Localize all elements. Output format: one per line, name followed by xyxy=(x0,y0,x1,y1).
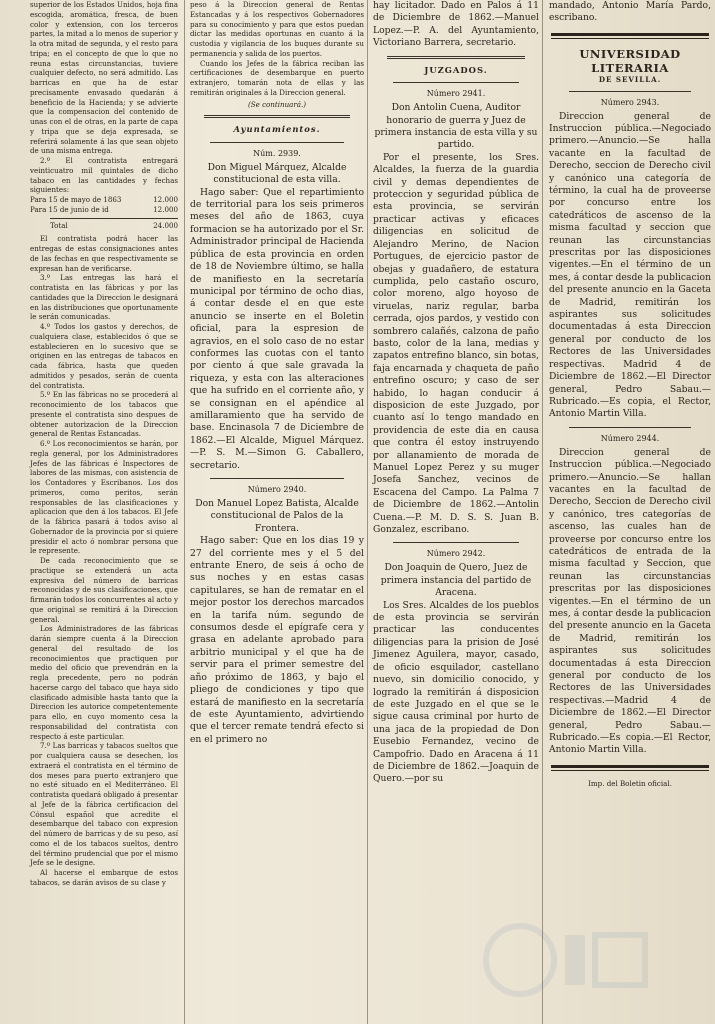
notice-body: Direccion general de Instruccion pública.—Negociado primero.—Anuncio.—Se hallan vacantes en la facultad de Derecho, Seccion de Derecho civil y canónico, tres categorías de ascenso, las cuales han de proveerse por concurso entre los catedráticos de entrada de la misma facultad y Seccion, que reunan las circunstancias prescritas por las disposiciones vigentes.—En el término de un mes, á contar desde la publicacion del presente anuncio en la Gaceta de Madrid, remitirán los aspirantes sus solicitudes documentadas á esta Direccion general por conducto de los Rectores de las Universidades respectivas.—Madrid 4 de Diciembre de 1862.—El Director general, Pedro Sabau.—Rubricado.—Es copia.—El Rector, Antonio Martin Villa. xyxy=(549,446,711,756)
contract-paragraph: superior de los Estados Unidos, hoja fina escogida, aromática, fresca, de buen color y extension, con los terceros partes, la mitad a lo menos de superior y la otra mitad de segunda, y el resto para tripa; en el concepto de que lo que no reuna estas circunstancias, tuviere cualquier defecto, no será admitido. Las barricas en que ha de estar precisamente envasado quedarán á beneficio de la Hacienda; y se advierte que la compensacion del contenido de unas con el de otras, en la parte de capa y tripa que se deja expresada, se referirá solamente á las que sean objeto de una misma entrega. xyxy=(30,0,178,156)
notice-body: Hago saber: Que en los dias 19 y 27 del corriente mes y el 5 del entrante Enero, de seis á ocho de sus noches y en estas casas capitulares, se han de rematar en el mejor postor los derechos marcados en la tarifa núm. segundo de consumos desde el epígrafe cera y grasa en adelante aprobado para arbitrio municipal y el que ha de servir para el primer semestre del año próximo de 1863, y bajo el pliego de condiciones y tipo que estará de manifiesto en la secretaría de este Ayuntamiento, advirtiendo que el tercer remate tendrá efecto si en el primero no xyxy=(190,535,364,745)
notice-body: Por el presente, los Sres. Alcaldes, la fuerza de la guardia civil y demas dependientes de proteccion y seguridad pública de esta provincia, se servirán practicar activas y eficaces diligencias en solicitud de Alejandro Merino, de Nacion Portugues, de ejercicio pastor de obejas y guadañero, de estatura cumplida, pelo castaño oscuro, color moreno, algo hoyoso de viruelas, nariz regular, barba cerrada, ojos pardos, y vestido con sombrero calañés, calzona de paño basto, color de la lana, medias y zapatos entrefino blanco, sin botas, faja encarnada y chaqueta de paño entrefino oscuro; y caso de ser habido, lo hagan conducir á disposicion de este Juzgado, por cuanto así lo tengo mandado en providencia de este dia en causa que contra él estoy instruyendo por allanamiento de morada de Manuel Lopez Perez y su muger Josefa Sanchez, vecinos de Escacena del Campo. La Palma 7 de Diciembre de 1862.—Antolin Cuena.—P. M. D. S. S. Juan B. Gonzalez, escribano. xyxy=(373,151,539,536)
notice-title: Don Antolin Cuena, Auditor honorario de guerra y Juez de primera instancia de esta villa y su partido. xyxy=(374,102,538,151)
delivery-quantity: 12.000 xyxy=(153,195,178,204)
contract-paragraph: El contratista podrá hacer las entregas de estas consignaciones antes de las fechas en que respectivamente se expresan han de verificarse. xyxy=(30,234,178,273)
notice-body: hay licitador. Dado en Palos á 11 de Diciembre de 1862.—Manuel Lopez.—P. A. del Ayuntamiento, Victoriano Barrera, secretario. xyxy=(373,0,539,49)
contract-article-2: 2.º El contratista entregará veinticuatro mil quintales de dicho tabaco en las cantidades y fechas siguientes: xyxy=(30,156,178,195)
contract-paragraph: Los Administradores de las fábricas darán siempre cuenta á la Direccion general del resultado de los reconocimientos que practiquen por medio del oficio que prevendrán en la regla precedente, pero no podrán hacerse cargo del tabaco que haya sido clasificado admisible hasta tanto que la Direccion les autorice competentemente para ello, en cuyo momento cesa la responsabilidad del contratista con respecto á este particular. xyxy=(30,624,178,741)
section-heading-universidad: UNIVERSIDAD LITERARIA xyxy=(579,46,681,75)
column-3 xyxy=(370,0,542,1024)
section-heading-ayuntamientos: Ayuntamientos. xyxy=(233,124,321,135)
delivery-row-2 xyxy=(30,205,178,215)
column-divider xyxy=(542,0,543,1024)
printer-imprint: Imp. del Boletin oficial. xyxy=(588,778,672,788)
delivery-date: Para 15 de junio de id xyxy=(30,204,109,214)
notice-number: Número 2944. xyxy=(600,433,660,443)
contract-paragraph: Al hacerse el embarque de estos tabacos, se darán avisos de su clase y xyxy=(30,868,178,887)
notice-divider xyxy=(569,427,691,428)
notice-number: Núm. 2939. xyxy=(253,148,301,158)
delivery-row-1 xyxy=(30,195,178,205)
section-divider xyxy=(204,115,350,118)
total-value: 24.000 xyxy=(153,220,178,230)
notice-body: mandado, Antonio María Pardo, escribano. xyxy=(549,0,711,24)
notice-title: Don Manuel Lopez Batista, Alcalde constitucional de Palos de la Frontera. xyxy=(195,498,359,534)
section-divider xyxy=(387,56,525,59)
contract-paragraph: peso á la Direccion general de Rentas Estancadas y á los respectivos Gobernadores para su conocimiento y para que estos puedan dictar las medidas oportunas en cuanto á la custodia y vigilancia de los buques durante su permanencia y salida de los puertos. xyxy=(190,0,364,58)
notice-number: Número 2943. xyxy=(600,97,660,107)
total-label: Total xyxy=(50,220,68,230)
contract-article-6: 6.º Los reconocimientos se harán, por regla general, por los Administradores Jefes de las fábricas é Inspectores de labores de las mismas, con asistencia de los Contadores y Escribanos. Los dos primeros, como peritos, serán responsables de las clasificaciones y aplicacion que den á los tabacos. El Jefe de la fábrica pasará á todos aviso al Gobernador de la provincia por si quiere presidir el acto ó nombrar persona que le represente. xyxy=(30,439,178,556)
notice-number: Número 2940. xyxy=(247,485,307,494)
column-4 xyxy=(545,0,715,1024)
section-divider xyxy=(393,82,519,83)
contract-paragraph: De cada reconocimiento que se practique se extenderá un acta expresiva del número de barricas reconocidas y de sus clasificaciones, que firmarán todos los concurrentes al acto y que original se remitirá á la Direccion general. xyxy=(30,556,178,624)
contract-article-4: 4.º Todos los gastos y derechos, de cualquiera clase, establecidos ó que se establecieren en lo sucesivo que se originen en las entregas de tabacos en cada fábrica, hasta que queden admitidos y pesados, serán de cuenta del contratista. xyxy=(30,322,178,390)
notice-number: Número 2942. xyxy=(426,549,486,559)
section-divider xyxy=(210,142,344,143)
notice-title: Don Joaquin de Quero, Juez de primera instancia del partido de Aracena. xyxy=(380,562,532,599)
footer-divider xyxy=(551,765,709,771)
notice-body: Hago saber: Que el repartimiento de territorial para los seis primeros meses del año de 1863, cuya formacion se ha autorizado por el Sr. Administrador principal de Hacienda pública de esta provincia en orden de 18 de Noviembre último, se halla de manifiesto en la secretaría municipal por término de ocho dias, á contar desde el en que este anuncio se inserte en el Boletin oficial, para la espresion de agravios, en el solo caso de no estar conformes las cuotas con el tanto por ciento á que sale gravada la riqueza, y esta con las alteraciones que ha sufrido en el corriente año, y se consignan en el apéndice al amillaramiento que ha servido de base. Encinasola 7 de Diciembre de 1862.—El Alcalde, Miguel Márquez.—P. S. M.—Simon G. Caballero, secretario. xyxy=(190,186,364,471)
section-subheading: DE SEVILLA. xyxy=(598,74,662,84)
section-heading-juzgados: JUZGADOS. xyxy=(424,64,488,75)
notice-divider xyxy=(393,542,519,543)
column-2 xyxy=(187,0,367,1024)
delivery-total xyxy=(50,218,178,231)
section-divider xyxy=(551,33,709,39)
column-1 xyxy=(0,0,184,1024)
contract-paragraph: Cuando los Jefes de la fábrica reciban las certificaciones de desembarque en puerto extranjero, tomarán nota de ellas y las remitirán originales á la Direccion general. xyxy=(190,58,364,97)
delivery-quantity: 12.000 xyxy=(153,204,178,214)
contract-article-5: 5.º En las fábricas no se procederá al reconocimiento de los tabacos que presente el contratista sino despues de obtener autorizacion de la Direccion general de Rentas Estancadas. xyxy=(30,390,178,439)
contract-article-3: 3.º Las entregas las hará el contratista en las fábricas y por las cantidades que la Direccion le designará en las distribuciones que oportunamente le serán comunicadas. xyxy=(30,273,178,322)
column-divider xyxy=(184,0,185,1024)
notice-number: Número 2941. xyxy=(426,89,486,99)
notice-title: Don Miguel Márquez, Alcalde constitucional de esta villa. xyxy=(207,161,347,186)
notice-divider xyxy=(210,478,344,479)
delivery-date: Para 15 de mayo de 1863 xyxy=(30,195,122,204)
contract-article-7: 7.º Las barricas y tabacos sueltos que por cualquiera causa se desechen, los extraerá el contratista en el término de dos meses para puerto extranjero que no esté situado en el Mediterráneo. El contratista quedará obligado á presentar al Jefe de la fábrica certificacion del Cónsul español que acredite el desembarque del tabaco con expresion del número de barricas y de su peso, así como el de los tabacos sueltos, dentro del término prudencial que por el mismo Jefe se le designe. xyxy=(30,741,179,868)
column-divider xyxy=(367,0,368,1024)
continued-note: (Se continuará.) xyxy=(247,99,307,109)
notice-body: Los Sres. Alcaldes de los pueblos de esta provincia se servirán practicar las conducentes diligencias para la prision de José Jimenez Aguilera, mayor, casado, de oficio esquilador, castellano nuevo, sin domicilio conocido, y logrado la remitirán á disposicion de este Juzgado en el que se le sigue causa criminal por hurto de una jaca de la propiedad de Don Eusebio Fernandez, vecino de Campofrio. Dado en Aracena á 11 de Diciembre de 1862.—Joaquin de Quero.—por su xyxy=(373,599,539,785)
section-divider xyxy=(569,91,691,92)
notice-body: Direccion general de Instruccion pública.—Negociado primero.—Anuncio.—Se halla vacante en la facultad de Derecho, seccion de Derecho civil y canónico una categoría de término, la cual ha de proveerse por concurso entre los catedráticos de ascenso de la misma facultad y seccion que reunan las circunstancias prescritas por las disposiciones vigentes.—En el término de un mes, á contar desde la publicacion del presente anuncio en la Gaceta de Madrid, remitirán los aspirantes sus solicitudes documentadas á esta Direccion general por conducto de los Rectores de las Universidades respectivas. Madrid 4 de Diciembre de 1862.—El Director general, Pedro Sabau.—Rubricado.—Es copia, el Rector, Antonio Martin Villa. xyxy=(549,110,711,420)
